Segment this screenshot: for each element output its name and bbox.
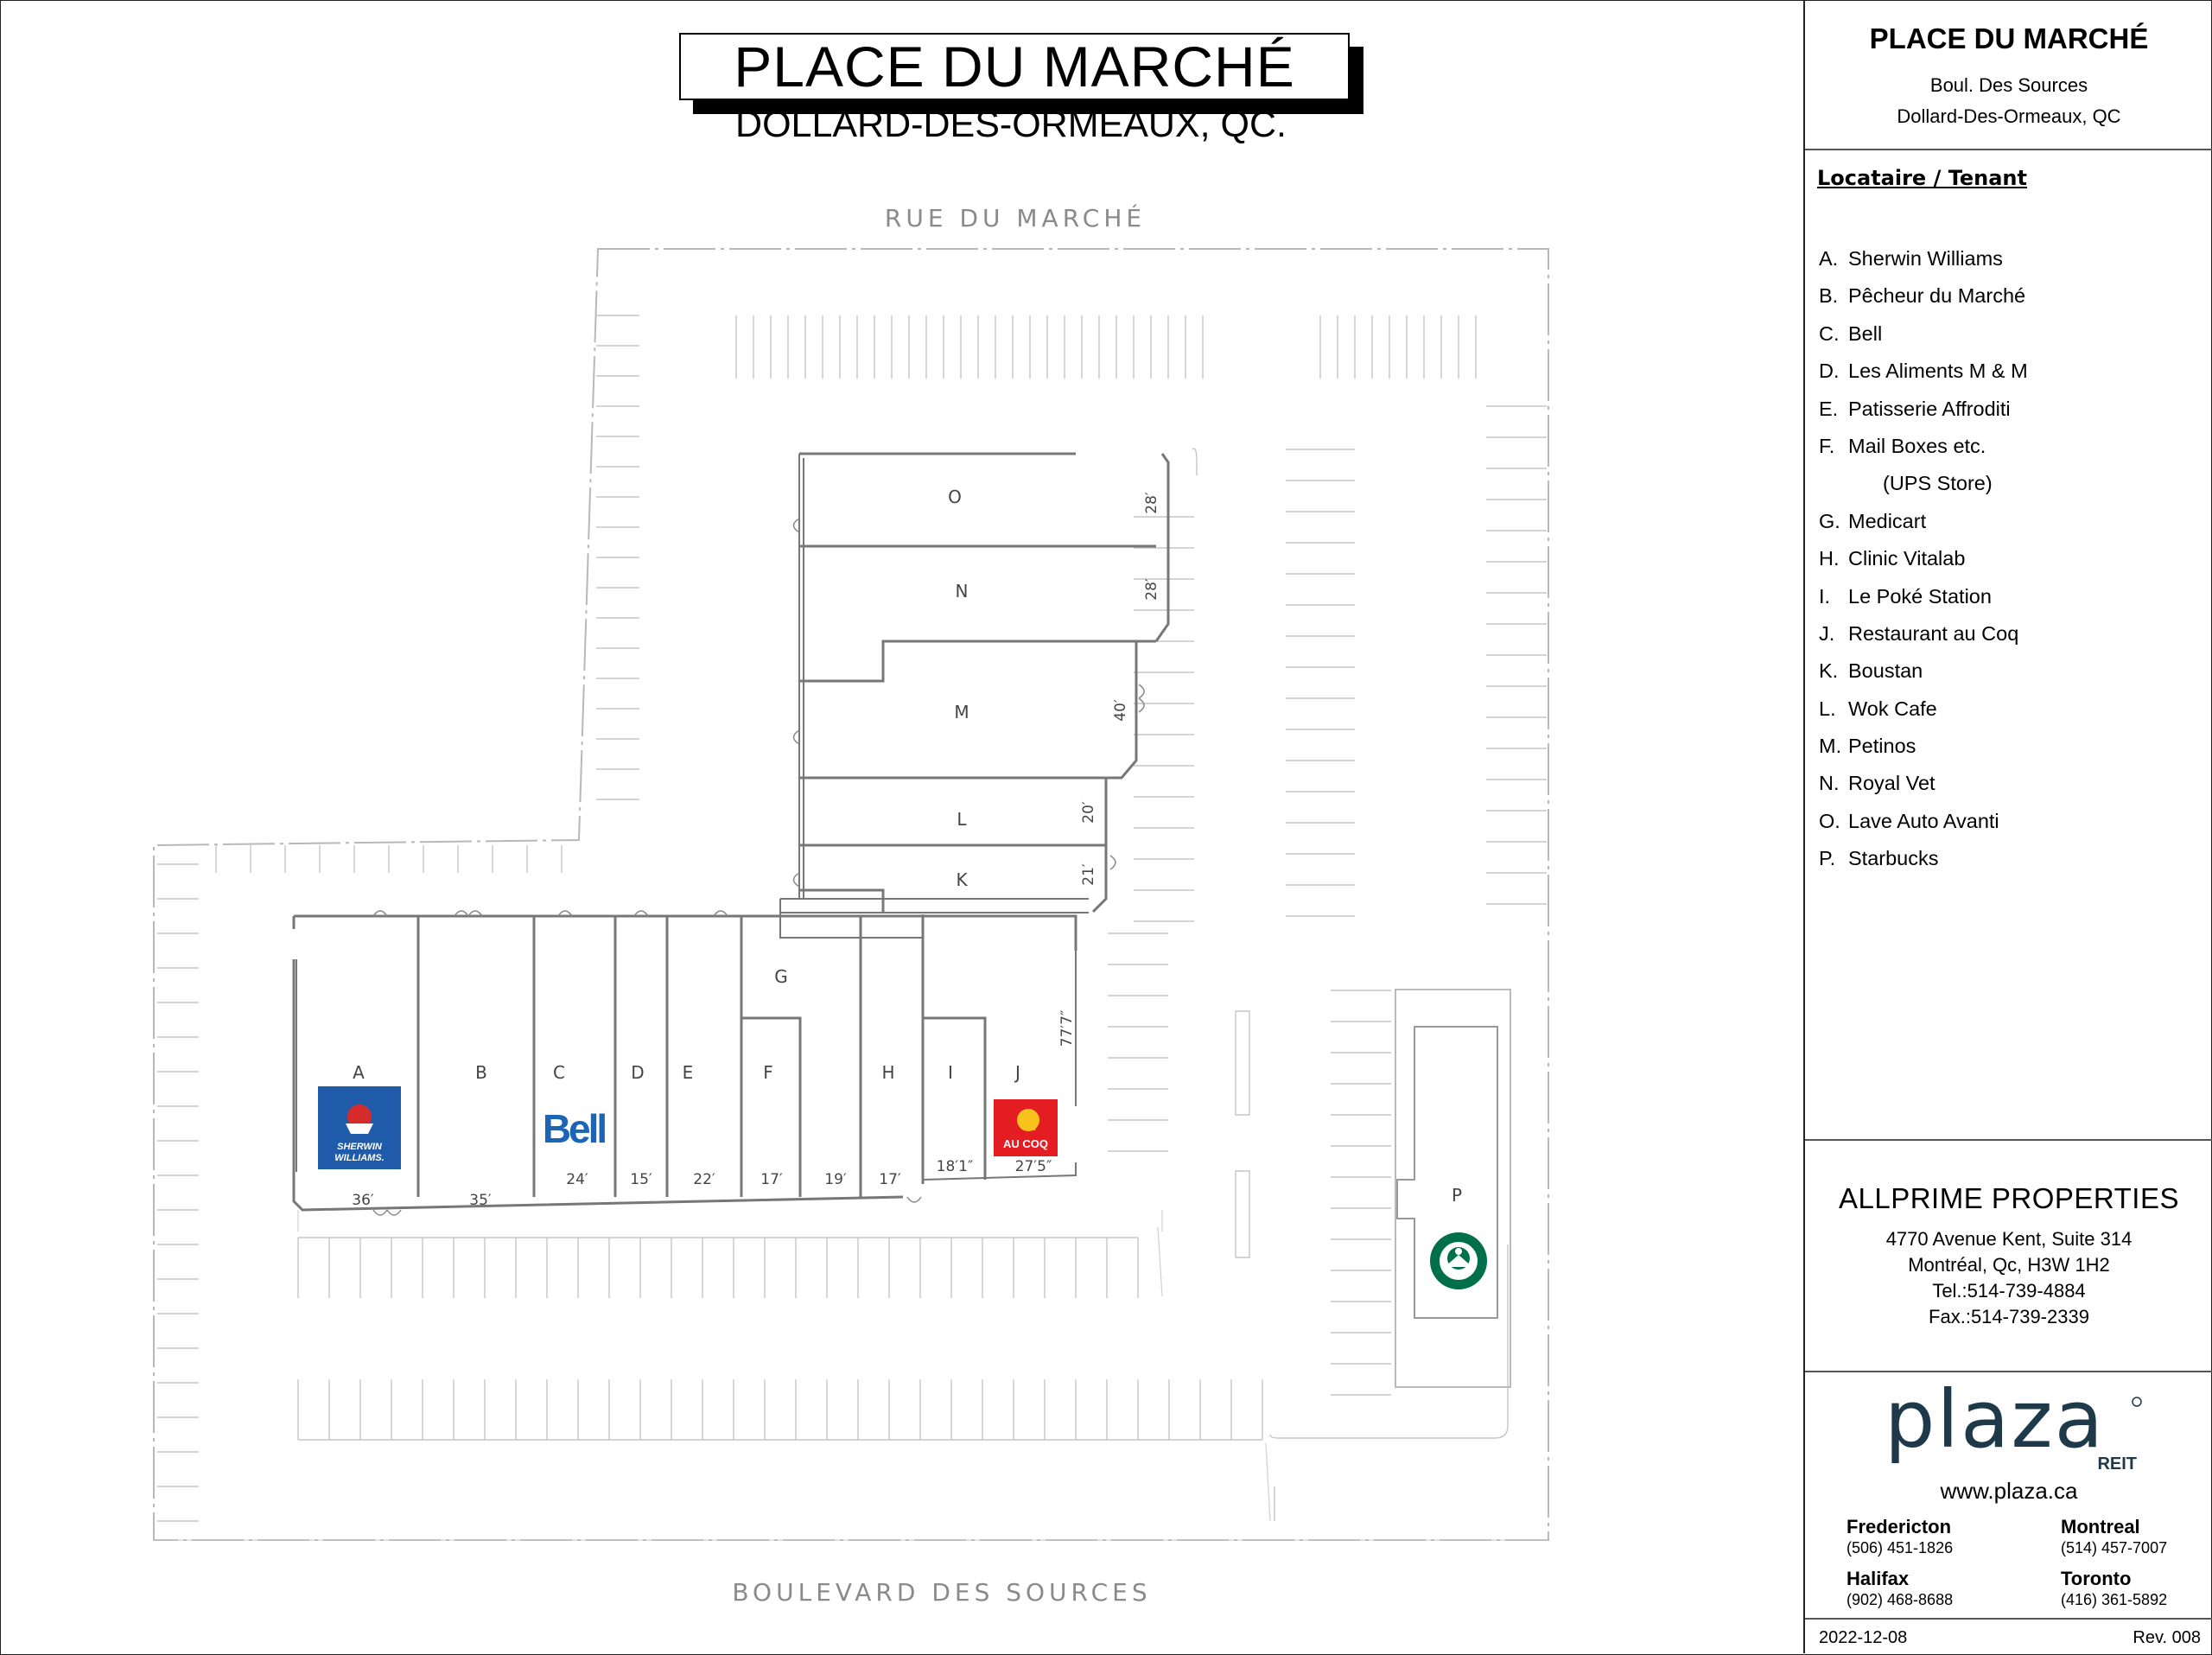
- dimension-i: 18′1″: [936, 1158, 974, 1175]
- sherwin-logo-line1: SHERWIN: [337, 1142, 382, 1152]
- tenant-code: I.: [1819, 584, 1831, 608]
- office-montreal: [2061, 1516, 2167, 1557]
- tenant-legend: [1805, 150, 2212, 1141]
- tenant-name: Starbucks: [1848, 847, 1939, 870]
- tenant-item: [1819, 765, 2028, 802]
- plaza-logo-wordmark: plaza: [1885, 1386, 2106, 1466]
- tenant-item: [1819, 391, 2028, 428]
- office-toronto: [2061, 1568, 2167, 1609]
- office-fredericton: [1847, 1516, 1953, 1557]
- unit-letter-o: O: [948, 487, 962, 507]
- plaza-website: www.plaza.ca: [1940, 1478, 2078, 1504]
- landlord-address-line2: Montréal, Qc, H3W 1H2: [1908, 1254, 2110, 1276]
- legend-sidebar: [1803, 0, 2212, 1653]
- tenant-name: Boustan: [1848, 659, 1923, 683]
- tenant-name: Lave Auto Avanti: [1848, 809, 1999, 832]
- office-phone: (514) 457-7007: [2061, 1539, 2168, 1556]
- dimension-j: 27′5″: [1014, 1158, 1052, 1175]
- tenant-code: M.: [1819, 735, 1842, 758]
- tenant-item: [1819, 353, 2028, 390]
- sidebar-address-line2: Dollard-Des-Ormeaux, QC: [1897, 105, 2121, 127]
- tenant-item: [1819, 803, 2028, 840]
- office-phone: (902) 468-8688: [1847, 1591, 1954, 1608]
- tenant-code: P.: [1819, 847, 1836, 870]
- unit-letter-i: I: [948, 1062, 953, 1083]
- plaza-logo-reit: REIT: [2097, 1454, 2137, 1473]
- office-phone: (416) 361-5892: [2061, 1591, 2168, 1608]
- dimension-k: 21′: [1080, 863, 1097, 886]
- tenant-name: Petinos: [1848, 735, 1916, 758]
- tenant-heading: Locataire / Tenant: [1817, 166, 2027, 190]
- road-label-south: BOULEVARD DES SOURCES: [732, 1578, 1152, 1607]
- tenant-name: Le Poké Station: [1848, 584, 1992, 608]
- tenant-name: Wok Cafe: [1848, 697, 1937, 720]
- tenant-code: E.: [1819, 397, 1839, 420]
- au-coq-logo-text: AU COQ: [1003, 1137, 1048, 1150]
- tenant-name: (UPS Store): [1883, 472, 1993, 495]
- unit-letter-l: L: [957, 809, 967, 830]
- dimension-o: 28′: [1143, 492, 1160, 514]
- tenant-code: A.: [1819, 247, 1839, 270]
- dimension-c: 24′: [566, 1171, 588, 1188]
- starbucks-logo: [1430, 1232, 1487, 1289]
- unit-letter-j: J: [1015, 1062, 1020, 1083]
- sherwin-williams-logo: [318, 1086, 401, 1169]
- unit-letter-h: H: [881, 1062, 895, 1083]
- dimension-f: 17′: [760, 1171, 783, 1188]
- unit-letter-k: K: [956, 869, 968, 890]
- parking-stalls: [157, 315, 1547, 1521]
- unit-letter-b: B: [475, 1062, 487, 1083]
- property-boundary: [154, 249, 1548, 1540]
- tenant-item: [1819, 503, 2028, 540]
- road-label-north: RUE DU MARCHÉ: [884, 204, 1147, 232]
- tenant-item: [1819, 578, 2028, 615]
- tenant-code: N.: [1819, 772, 1840, 795]
- landlord-address-line1: 4770 Avenue Kent, Suite 314: [1885, 1228, 2133, 1250]
- revision-footer: [1805, 1620, 2212, 1652]
- map-title: PLACE DU MARCHÉ: [734, 35, 1295, 99]
- landlord-fax: Fax.:514-739-2339: [1929, 1306, 2089, 1327]
- tenant-name: Restaurant au Coq: [1848, 621, 2019, 645]
- office-halifax: [1847, 1568, 1953, 1609]
- tenant-item: [1819, 240, 2028, 277]
- tenant-code: D.: [1819, 360, 1840, 383]
- plaza-reit-logo: [1885, 1386, 2144, 1473]
- tenant-name: Medicart: [1848, 509, 1927, 532]
- unit-letter-c: C: [553, 1062, 565, 1083]
- unit-letter-g: G: [774, 966, 788, 987]
- north-building: [780, 454, 1168, 938]
- tenant-item: [1819, 652, 2028, 690]
- tenant-item: [1819, 840, 2028, 877]
- dimension-n: 28′: [1143, 578, 1160, 601]
- tenant-item: [1819, 540, 2028, 577]
- plaza-reit-block: [1805, 1372, 2212, 1620]
- unit-letter-m: M: [954, 702, 969, 722]
- dimension-d: 15′: [630, 1171, 652, 1188]
- dimension-f2: 19′: [824, 1171, 847, 1188]
- tenant-item: [1819, 315, 2028, 353]
- tenant-name: Bell: [1848, 321, 1883, 345]
- tenant-name: Royal Vet: [1848, 772, 1936, 795]
- au-coq-logo: [994, 1099, 1058, 1156]
- map-title-box: [679, 33, 1350, 100]
- office-city: Fredericton: [1847, 1516, 1952, 1537]
- tenant-code: H.: [1819, 547, 1840, 570]
- dimension-h: 17′: [879, 1171, 901, 1188]
- tenant-list: [1819, 240, 2028, 878]
- revision-date: 2022-12-08: [1819, 1628, 1908, 1647]
- landlord-block: [1805, 1141, 2212, 1372]
- tenant-code: O.: [1819, 809, 1840, 832]
- tenant-item: [1819, 691, 2028, 728]
- tenant-code: F.: [1819, 434, 1835, 457]
- tenant-name: Clinic Vitalab: [1848, 547, 1966, 570]
- unit-letter-d: D: [631, 1062, 645, 1083]
- tenant-item: [1819, 277, 2028, 315]
- tenant-name: Pêcheur du Marché: [1848, 284, 2026, 308]
- sidebar-header: [1805, 0, 2212, 150]
- landlord-phone: Tel.:514-739-4884: [1932, 1280, 2086, 1302]
- tenant-code: G.: [1819, 509, 1840, 532]
- tenant-name: Mail Boxes etc.: [1848, 434, 1986, 457]
- sherwin-logo-line2: WILLIAMS.: [334, 1153, 385, 1163]
- dimension-e: 22′: [693, 1171, 715, 1188]
- landlord-name: ALLPRIME PROPERTIES: [1838, 1182, 2179, 1214]
- tenant-name: Patisserie Affroditi: [1848, 397, 2011, 420]
- unit-letter-e: E: [682, 1062, 694, 1083]
- dimension-a: 36′: [352, 1192, 374, 1209]
- tenant-item: [1819, 428, 2028, 465]
- dimension-m: 40′: [1112, 699, 1129, 722]
- sidebar-address-line1: Boul. Des Sources: [1929, 74, 2088, 96]
- sidebar-title: PLACE DU MARCHÉ: [1869, 22, 2149, 54]
- tenant-code: J.: [1819, 621, 1835, 645]
- unit-letter-f: F: [763, 1062, 773, 1083]
- office-phone: (506) 451-1826: [1847, 1539, 1954, 1556]
- registered-mark-icon: [2133, 1397, 2141, 1406]
- map-subtitle: DOLLARD-DES-ORMEAUX, QC.: [735, 104, 1287, 145]
- tenant-item: [1819, 728, 2028, 765]
- office-city: Montreal: [2061, 1516, 2140, 1537]
- dimension-b: 35′: [469, 1192, 492, 1209]
- revision-number: Rev. 008: [2133, 1628, 2201, 1647]
- tenant-item-continued: [1819, 465, 2028, 502]
- bell-logo: Bell: [542, 1106, 606, 1151]
- dimension-j-depth: 77′7″: [1058, 1009, 1076, 1047]
- office-city: Toronto: [2061, 1568, 2132, 1589]
- tenant-code: L.: [1819, 697, 1836, 720]
- tenant-name: Les Aliments M & M: [1848, 360, 2028, 383]
- unit-letter-p: P: [1451, 1185, 1463, 1206]
- tenant-name: Sherwin Williams: [1848, 247, 2003, 270]
- tenant-item: [1819, 615, 2028, 652]
- dimension-l: 20′: [1080, 801, 1097, 824]
- office-city: Halifax: [1847, 1568, 1910, 1589]
- tenant-code: K.: [1819, 659, 1839, 683]
- drive-aisles: [298, 1210, 1270, 1521]
- tenant-code: C.: [1819, 321, 1840, 345]
- unit-letter-n: N: [955, 581, 969, 602]
- unit-letter-a: A: [353, 1062, 365, 1083]
- tenant-code: B.: [1819, 284, 1839, 308]
